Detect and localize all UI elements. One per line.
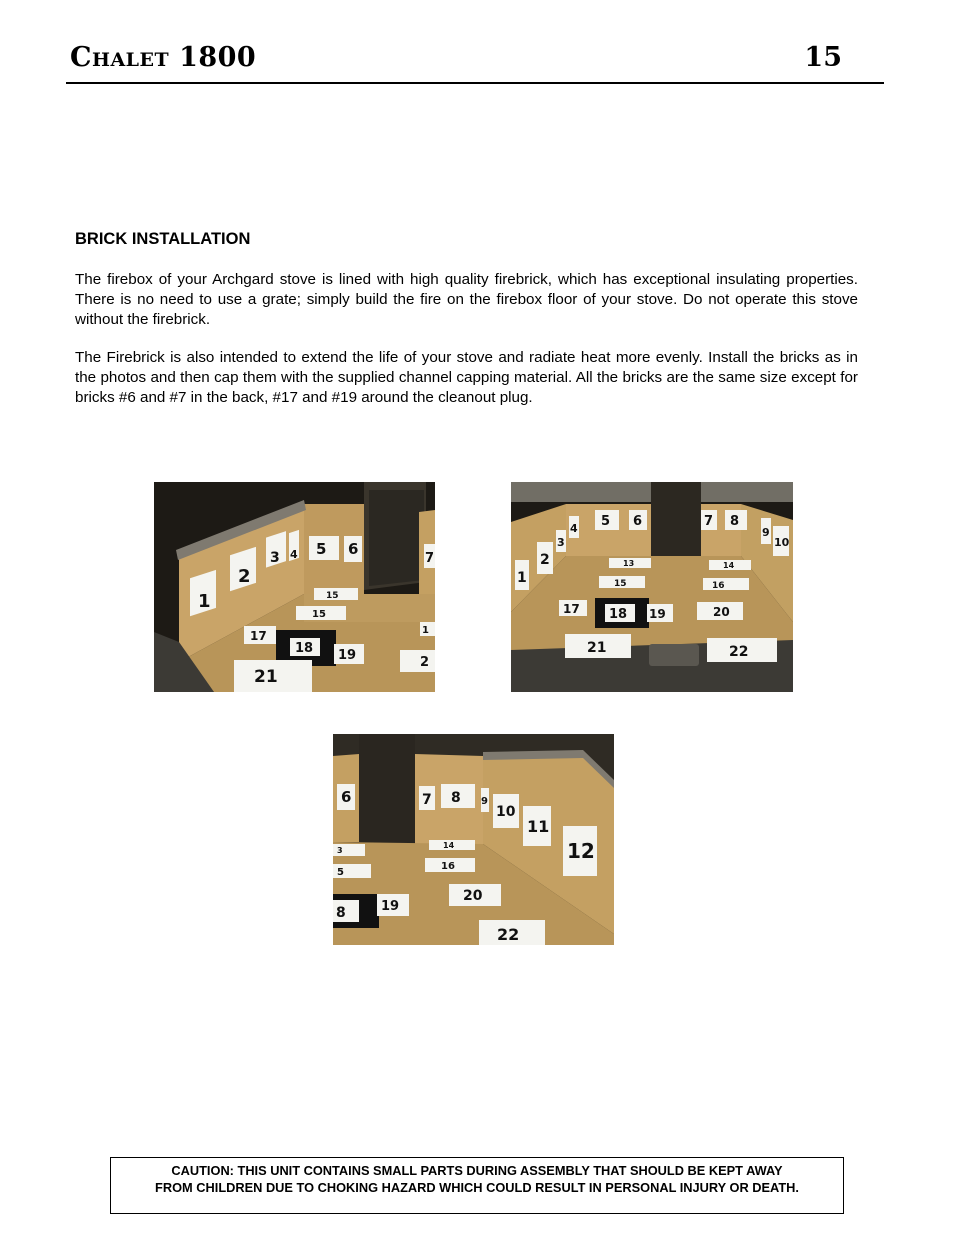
brick-label: 14	[723, 561, 735, 570]
brick-label: 5	[337, 867, 344, 878]
brick-label: 22	[497, 925, 520, 944]
brick-label: 16	[712, 581, 725, 591]
caution-box	[110, 1157, 844, 1214]
brick-label: 21	[587, 640, 607, 656]
brick-label: 13	[623, 559, 635, 568]
brick-label: 19	[338, 648, 357, 663]
brick-label: 19	[649, 607, 666, 621]
brick-label: 15	[614, 579, 627, 589]
brick-label: 7	[422, 792, 432, 808]
brick-label: 20	[463, 888, 483, 904]
firebox-photo-right	[511, 482, 793, 692]
brick-label: 1	[517, 570, 527, 586]
brick-label: 4	[570, 522, 578, 535]
brick-label: 10	[774, 536, 790, 549]
brick-label: 11	[527, 817, 550, 836]
brick-label: 3	[557, 536, 565, 549]
brick-label: 6	[633, 514, 643, 529]
brick-label: 8	[730, 514, 740, 529]
brick-label: 5	[316, 540, 327, 558]
caution-line-1: CAUTION: THIS UNIT CONTAINS SMALL PARTS DURING ASSEMBLY THAT SHOULD BE KEPT AWAY	[171, 1163, 783, 1178]
page-header	[66, 38, 884, 84]
firebox-photo-left	[154, 482, 435, 692]
brick-label: 3	[337, 846, 343, 855]
brick-label: 8	[336, 905, 346, 921]
brick-label: 9	[762, 526, 770, 539]
brick-label: 3	[270, 550, 280, 566]
brick-label: 5	[601, 514, 611, 529]
page-number: 15	[804, 42, 842, 73]
brick-label: 20	[713, 605, 730, 619]
caution-line-2: FROM CHILDREN DUE TO CHOKING HAZARD WHICH COULD RESULT IN PERSONAL INJURY OR DEATH.	[155, 1180, 799, 1195]
brick-label: 1	[198, 591, 211, 612]
brick-label: 2	[540, 552, 550, 568]
brick-label: 9	[481, 796, 488, 807]
brick-label: 17	[563, 602, 580, 616]
brick-label: 14	[443, 841, 455, 850]
brick-label: 15	[326, 591, 339, 601]
brick-label: 4	[290, 548, 298, 561]
brick-label: 12	[567, 839, 595, 863]
paragraph-2: The Firebrick is also intended to extend the life of your stove and radiate heat more evenly. Install the bricks as in the photos and then cap them with the supplied channel capping material. All the bricks are the same size except for bricks #6 and #7 in the back, #17 and #19 around the cleanout plug.	[75, 349, 858, 406]
brick-label: 18	[609, 607, 628, 622]
brick-label: 17	[250, 629, 267, 643]
brick-label: 8	[451, 790, 461, 806]
brick-label: 1	[422, 625, 429, 636]
section-title: BRICK INSTALLATION	[75, 230, 251, 248]
brick-label: 19	[381, 899, 400, 914]
firebox-photo-bottom	[333, 734, 614, 945]
brick-label: 2	[238, 566, 251, 587]
brick-label: 18	[295, 641, 314, 656]
brick-label: 7	[425, 551, 435, 566]
document-title: Chalet 1800	[70, 42, 257, 73]
brick-label: 16	[441, 861, 455, 872]
brick-label: 6	[348, 540, 359, 558]
brick-label: 2	[420, 655, 430, 670]
paragraph-1: The firebox of your Archgard stove is lined with high quality firebrick, which has exceptional insulating properties. There is no need to use a grate; simply build the fire on the firebox floor of your stove. Do not operate this stove without the firebrick.	[75, 271, 858, 328]
brick-label: 15	[312, 609, 326, 620]
brick-label: 6	[341, 788, 352, 806]
brick-label: 7	[704, 514, 714, 529]
brick-label: 22	[729, 644, 749, 660]
brick-label: 21	[254, 667, 278, 687]
brick-label: 10	[496, 804, 516, 820]
